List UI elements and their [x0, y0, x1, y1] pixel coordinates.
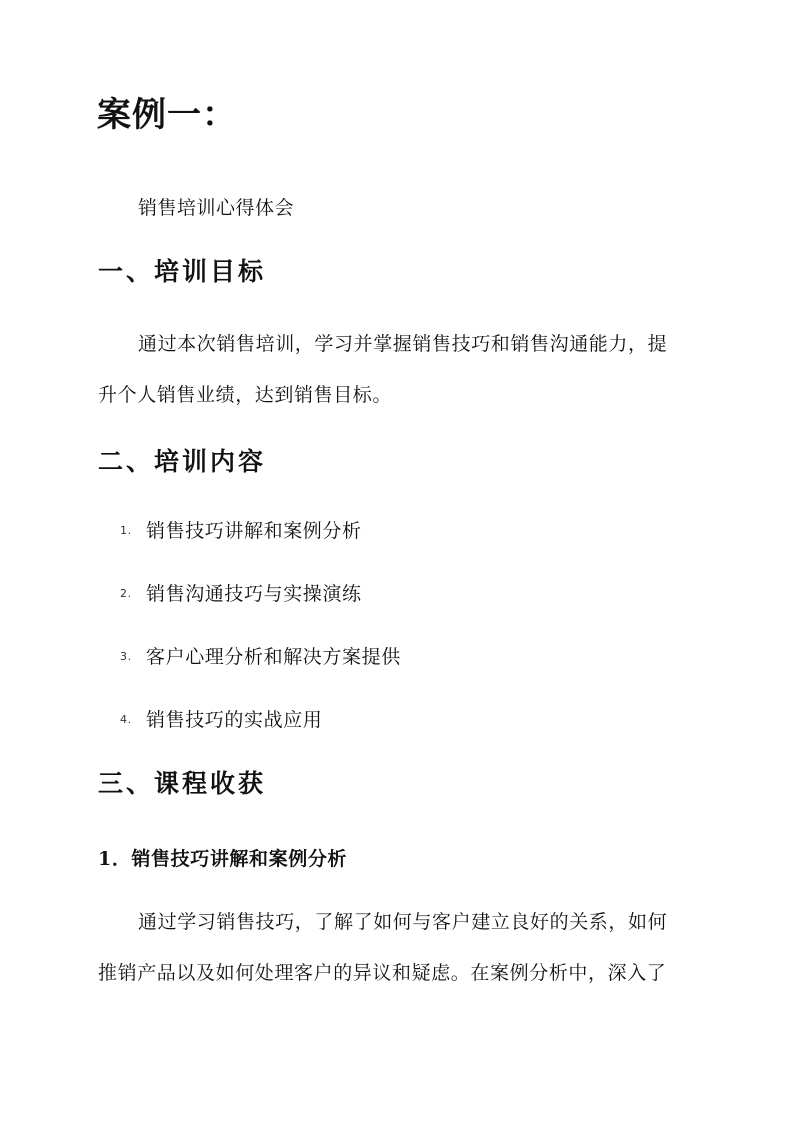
list-item-text: 销售技巧的实战应用 — [146, 709, 323, 731]
paragraph-line: 升个人销售业绩，达到销售目标。 — [98, 384, 393, 406]
list-item — [120, 643, 401, 671]
subsection-heading: 1．销售技巧讲解和案例分析 — [98, 848, 348, 870]
paragraph-line: 推销产品以及如何处理客户的异议和疑虑。在案例分析中，深入了 — [98, 962, 667, 984]
list-item — [120, 580, 362, 608]
paragraph-line: 通过学习销售技巧，了解了如何与客户建立良好的关系，如何 — [138, 911, 668, 933]
document-title: 案例一： — [97, 95, 237, 135]
list-number: 4. — [120, 713, 132, 726]
list-number: 1. — [120, 524, 132, 537]
list-item-text: 销售沟通技巧与实操演练 — [146, 583, 362, 605]
document-subtitle: 销售培训心得体会 — [138, 197, 295, 219]
section-heading-training-goals: 一、培训目标 — [98, 257, 267, 286]
list-number: 3. — [120, 650, 132, 663]
list-number: 2. — [120, 587, 132, 600]
paragraph-line: 通过本次销售培训，学习并掌握销售技巧和销售沟通能力，提 — [138, 333, 668, 355]
section-heading-course-gains: 三、课程收获 — [98, 769, 267, 798]
list-item — [120, 706, 322, 734]
list-item — [120, 517, 362, 545]
list-item-text: 客户心理分析和解决方案提供 — [146, 646, 401, 668]
list-item-text: 销售技巧讲解和案例分析 — [146, 520, 362, 542]
section-heading-training-content: 二、培训内容 — [98, 447, 267, 476]
